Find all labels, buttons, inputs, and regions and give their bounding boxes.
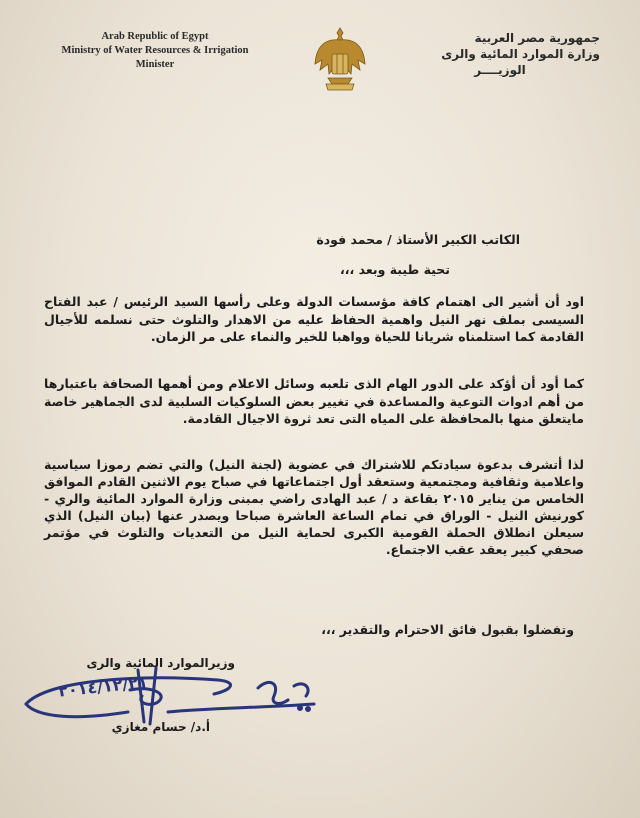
letterhead-ministry: Ministry of Water Resources & Irrigation [61,45,249,56]
letterhead-english [40,30,270,72]
recipient-line: الكاتب الكبير الأستاذ / محمد فودة [316,232,520,247]
signatory-title: وزيرالموارد المائية والرى [86,656,235,670]
closing-line: وتفضلوا بقبول فائق الاحترام والتقدير ،،، [321,622,574,637]
greeting-line: تحية طيبة وبعد ،،، [340,262,450,277]
letterhead-arabic [400,30,600,78]
letterhead-ministry-arabic: وزارة الموارد المائية والرى [441,47,600,61]
letterhead-country-arabic: جمهورية مصر العربية [474,31,600,45]
body-paragraph: اود أن أشير الى اهتمام كافة مؤسسات الدولة وعلى رأسها السيد الرئيس / عبد الفتاح السيسى بملف نهر النيل واهمية الحفاظ عليه من الاهدار والتلوث حتى نسلمه للأجيال القادمة كما استلمناه شريانا للحياة وواهبا للخير والنماء على مر الزمان. [44,294,584,344]
signatory-name: أ.د/ حسام مغازي [111,720,210,734]
letterhead-office-arabic: الوزيــــر [474,63,526,77]
body-paragraph: لذا أتشرف بدعوة سيادتكم للاشتراك في عضوية (لجنة النيل) والتي تضم رموزا سياسية واعلامية وثقافية ومجتمعية وستعقد أول اجتماعاتها في صباح يوم الاثنين القادم الموافق الخامس من يناير ٢٠١٥ بقاعة د / عبد الهادى راضي بمبنى وزارة الموارد المائية والري - كورنيش النيل - الوراق في تمام الساعة العاشرة صباحا ويصدر عنها (بيان النيل) الذي سيعلن انطلاق الحملة القومية الكبرى لحماية النيل من التعديات والتلوث في مؤتمر صحفي كبير يعقد عقب الاجتماع. [44,457,584,557]
signature-date: ٢٠١٤/١٢/٢١ [57,672,149,701]
handwritten-signature [18,660,318,750]
eagle-emblem-icon [312,24,368,94]
letterhead-office: Minister [135,59,175,70]
letterhead-country: Arab Republic of Egypt [101,31,209,42]
body-paragraph: كما أود أن أؤكد على الدور الهام الذى تلعبه وسائل الاعلام ومن أهمها الصحافة باعتبارها من أهم ادوات التوعية والمساعدة في تغيير بعض السلوكيات السلبية لدى الجماهير خاصة مايتعلق منها بالمحافظة على المياه التى تعد ثروة الاجيال القادمة. [44,376,584,426]
